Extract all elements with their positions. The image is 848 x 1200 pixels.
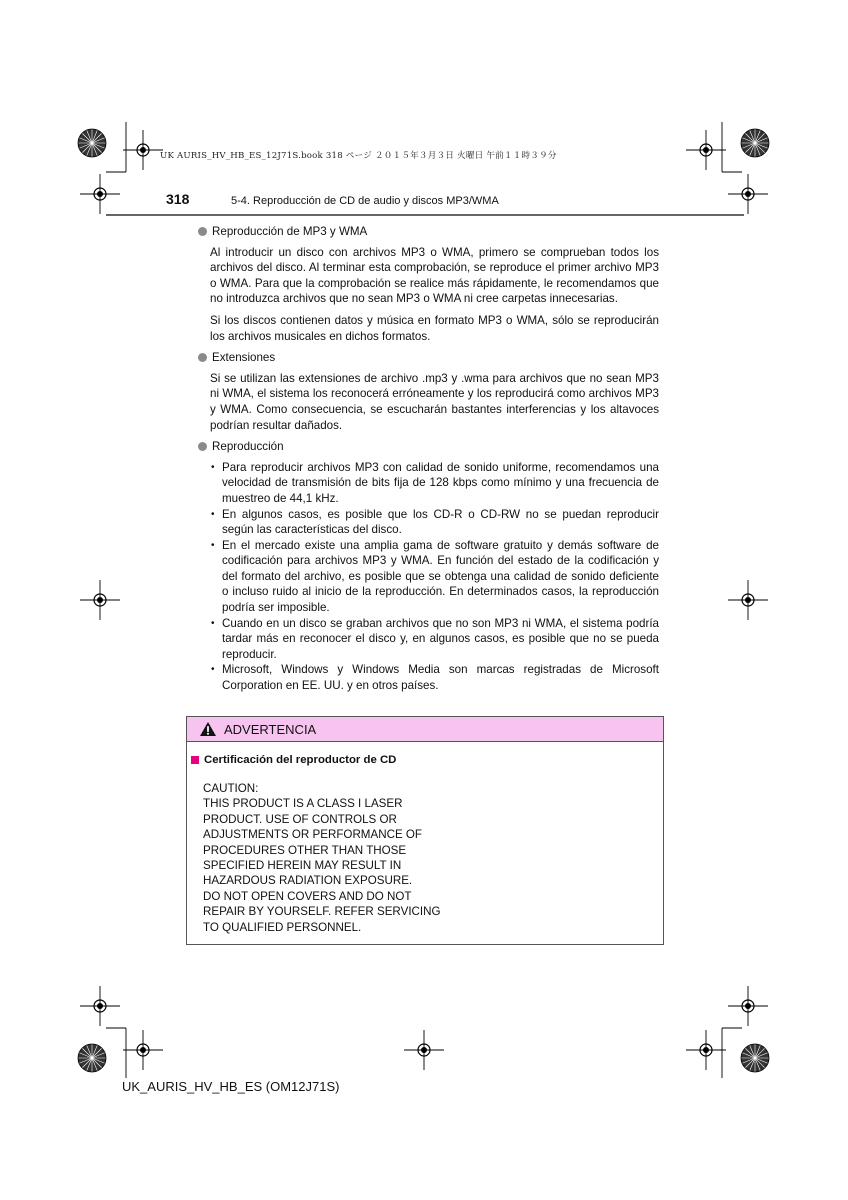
- paragraph: Si se utilizan las extensiones de archivo .mp3 y .wma para archivos que no sean MP3 ni WMA, el sistema los reconocerá erróneamente y los reproducirá como archivos MP3 y WMA. Como consecuencia, se escucharán bastantes interferencias y los altavoces podrían resultar dañados.: [210, 371, 659, 432]
- list-item: • Cuando en un disco se graban archivos que no son MP3 ni WMA, el sistema podría tardar más en reconocer el disco y, en algunos casos, es posible que no se pueda reproducir.: [210, 616, 659, 663]
- header-rule: [106, 214, 744, 216]
- list-item: • En el mercado existe una amplia gama de software gratuito y demás software de codificación para archivos MP3 y WMA. En función del estado de la codificación y del formato del archivo, es posible que se obtenga una calidad de sonido deficiente o incluso ruido al inicio de la reproducción. En determinados casos, la reproducción podría ser imposible.: [210, 538, 659, 616]
- heading-text: Reproducción: [212, 440, 284, 454]
- bullet-list: [210, 460, 659, 694]
- caution-label: [203, 781, 663, 935]
- caution-line: DO NOT OPEN COVERS AND DO NOT: [203, 889, 412, 903]
- page-content: [196, 224, 659, 698]
- warning-header: [187, 717, 663, 742]
- warning-box: [186, 716, 664, 945]
- section-heading: [196, 224, 659, 240]
- list-item: • En algunos casos, es posible que los CD-R o CD-RW no se puedan reproducir según las características del disco.: [210, 507, 659, 538]
- paragraph: Al introducir un disco con archivos MP3 o WMA, primero se comprueban todos los archivos del disco. Al terminar esta comprobación, se reproduce el primer archivo MP3 o WMA. Para que la comprobación se realice más rápidamente, le recomendamos que no introduzca archivos que no sean MP3 o WMA ni cree carpetas innecesarias.: [210, 245, 659, 306]
- footer-code: UK_AURIS_HV_HB_ES (OM12J71S): [122, 1079, 340, 1094]
- section-heading: [196, 439, 659, 455]
- caution-line: CAUTION:: [203, 782, 259, 795]
- caution-line: REPAIR BY YOURSELF. REFER SERVICING: [203, 905, 441, 919]
- list-item: • Para reproducir archivos MP3 con calidad de sonido uniforme, recomendamos una velocidad de transmisión de bits fija de 128 kbps como mínimo y una frecuencia de muestreo de 44,1 kHz.: [210, 460, 659, 507]
- bullet-dot-icon: [198, 442, 207, 451]
- caution-line: SPECIFIED HEREIN MAY RESULT IN: [203, 859, 402, 873]
- paragraph: Si los discos contienen datos y música en formato MP3 o WMA, sólo se reproducirán los archivos musicales en dichos formatos.: [210, 313, 659, 343]
- section-heading: [196, 350, 659, 366]
- warning-subtitle: [191, 754, 663, 766]
- caution-line: PRODUCT. USE OF CONTROLS OR: [203, 812, 397, 826]
- square-marker-icon: [191, 756, 199, 764]
- warning-triangle-icon: [199, 721, 217, 737]
- bullet-dot-icon: [198, 353, 207, 362]
- caution-line: ADJUSTMENTS OR PERFORMANCE OF: [203, 828, 423, 842]
- section-title: 5-4. Reproducción de CD de audio y discos MP3/WMA: [231, 195, 499, 207]
- caution-line: THIS PRODUCT IS A CLASS I LASER: [203, 797, 403, 811]
- page-number: 318: [166, 191, 190, 207]
- warning-subtitle-text: Certificación del reproductor de CD: [204, 754, 397, 766]
- bullet-dot-icon: [198, 227, 207, 236]
- heading-text: Extensiones: [212, 351, 276, 365]
- caution-line: PROCEDURES OTHER THAN THOSE: [203, 843, 407, 857]
- caution-line: TO QUALIFIED PERSONNEL.: [203, 920, 362, 934]
- list-item: • Microsoft, Windows y Windows Media son marcas registradas de Microsoft Corporation en EE. UU. y en otros países.: [210, 662, 659, 693]
- print-info-line: UK AURIS_HV_HB_ES_12J71S.book 318 ページ ２０１５年３月３日 火曜日 午前１１時３９分: [160, 151, 557, 161]
- heading-text: Reproducción de MP3 y WMA: [212, 225, 368, 238]
- caution-line: HAZARDOUS RADIATION EXPOSURE.: [203, 874, 413, 888]
- warning-title: ADVERTENCIA: [224, 721, 317, 737]
